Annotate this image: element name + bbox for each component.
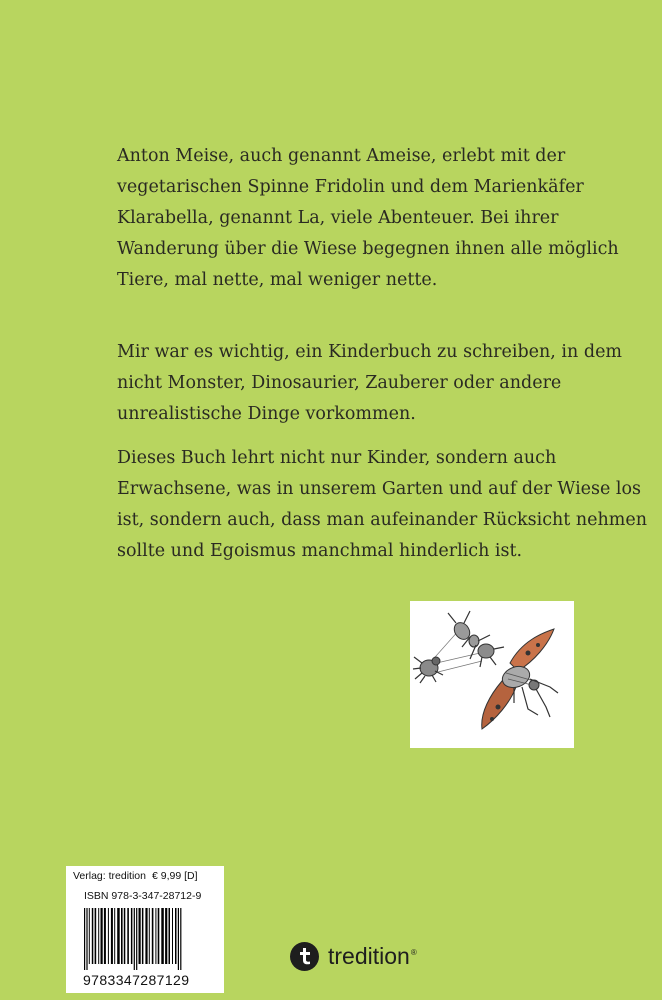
- barcode-bar: [131, 908, 133, 964]
- publisher-label: Verlag: tredition: [73, 870, 146, 882]
- barcode-bar: [92, 908, 94, 964]
- text-line: Tiere, mal nette, mal weniger nette.: [117, 270, 438, 290]
- barcode-bar: [127, 908, 129, 964]
- barcode-bar: [161, 908, 164, 964]
- price-label: € 9,99 [D]: [151, 870, 198, 882]
- barcode-bar: [158, 908, 160, 964]
- ladybug-figure: [482, 629, 558, 729]
- text-line: sollte und Egoismus manchmal hinderlich ist.: [117, 541, 523, 561]
- barcode-bar: [86, 908, 87, 970]
- registered-mark: ®: [410, 947, 417, 957]
- barcode-bar: [111, 908, 113, 964]
- barcode-bar: [114, 908, 115, 964]
- text-line: ist, sondern auch, dass man aufeinander Rücksicht nehmen: [117, 510, 648, 530]
- barcode-bar: [98, 908, 99, 964]
- barcode-bar: [175, 908, 177, 964]
- text-line: vegetarischen Spinne Fridolin und dem Marienkäfer: [117, 177, 584, 197]
- barcode-bar: [95, 908, 97, 964]
- barcode-bar: [117, 908, 120, 964]
- barcode-bars: [83, 908, 211, 970]
- text-line: nicht Monster, Dinosaurier, Zauberer oder andere: [117, 373, 562, 393]
- text-line: Mir war es wichtig, ein Kinderbuch zu schreiben, in dem: [117, 342, 623, 362]
- barcode-number: 9783347287129: [83, 972, 190, 988]
- description-paragraph-1: [117, 141, 637, 296]
- barcode-bar: [149, 908, 150, 964]
- barcode-bar: [139, 908, 141, 964]
- barcode-bar: [134, 908, 135, 970]
- text-line: Wanderung über die Wiese begegnen ihnen alle möglich: [117, 239, 619, 259]
- text-line: unrealistische Dinge vorkommen.: [117, 404, 416, 424]
- barcode-bar: [84, 908, 85, 970]
- barcode-bar: [108, 908, 109, 964]
- barcode-bar: [89, 908, 90, 964]
- barcode-bar: [145, 908, 147, 964]
- barcode-bar: [152, 908, 154, 964]
- barcode-bar: [178, 908, 179, 970]
- barcode-box: [66, 866, 224, 993]
- description-paragraph-2: [117, 337, 637, 430]
- barcode-bar: [136, 908, 137, 970]
- text-line: Anton Meise, auch genannt Ameise, erlebt mit der: [117, 146, 566, 166]
- publisher-name: tredition: [328, 942, 410, 969]
- insects-illustration: [410, 601, 574, 748]
- barcode-bar: [121, 908, 123, 964]
- barcode-bar: [124, 908, 126, 964]
- tredition-t-logo-icon: [290, 942, 319, 971]
- ant-spider-ladybug-drawing: [410, 601, 574, 748]
- barcode-bar: [180, 908, 181, 970]
- barcode-bar: [104, 908, 106, 964]
- barcode-bar: [169, 908, 171, 964]
- barcode-bar: [172, 908, 173, 964]
- barcode-bar: [142, 908, 144, 964]
- barcode-bar: [101, 908, 103, 964]
- text-line: Dieses Buch lehrt nicht nur Kinder, sondern auch: [117, 448, 557, 468]
- spider-figure: [413, 657, 443, 683]
- text-line: Klarabella, genannt La, viele Abenteuer. Bei ihrer: [117, 208, 559, 228]
- isbn-label: ISBN 978-3-347-28712-9: [84, 890, 202, 902]
- description-paragraph-3: [117, 443, 648, 567]
- publisher-logo: [290, 941, 417, 971]
- barcode-bar: [155, 908, 156, 964]
- barcode-bar: [165, 908, 167, 964]
- text-line: Erwachsene, was in unserem Garten und auf der Wiese los: [117, 479, 642, 499]
- publisher-price-line: [73, 870, 198, 882]
